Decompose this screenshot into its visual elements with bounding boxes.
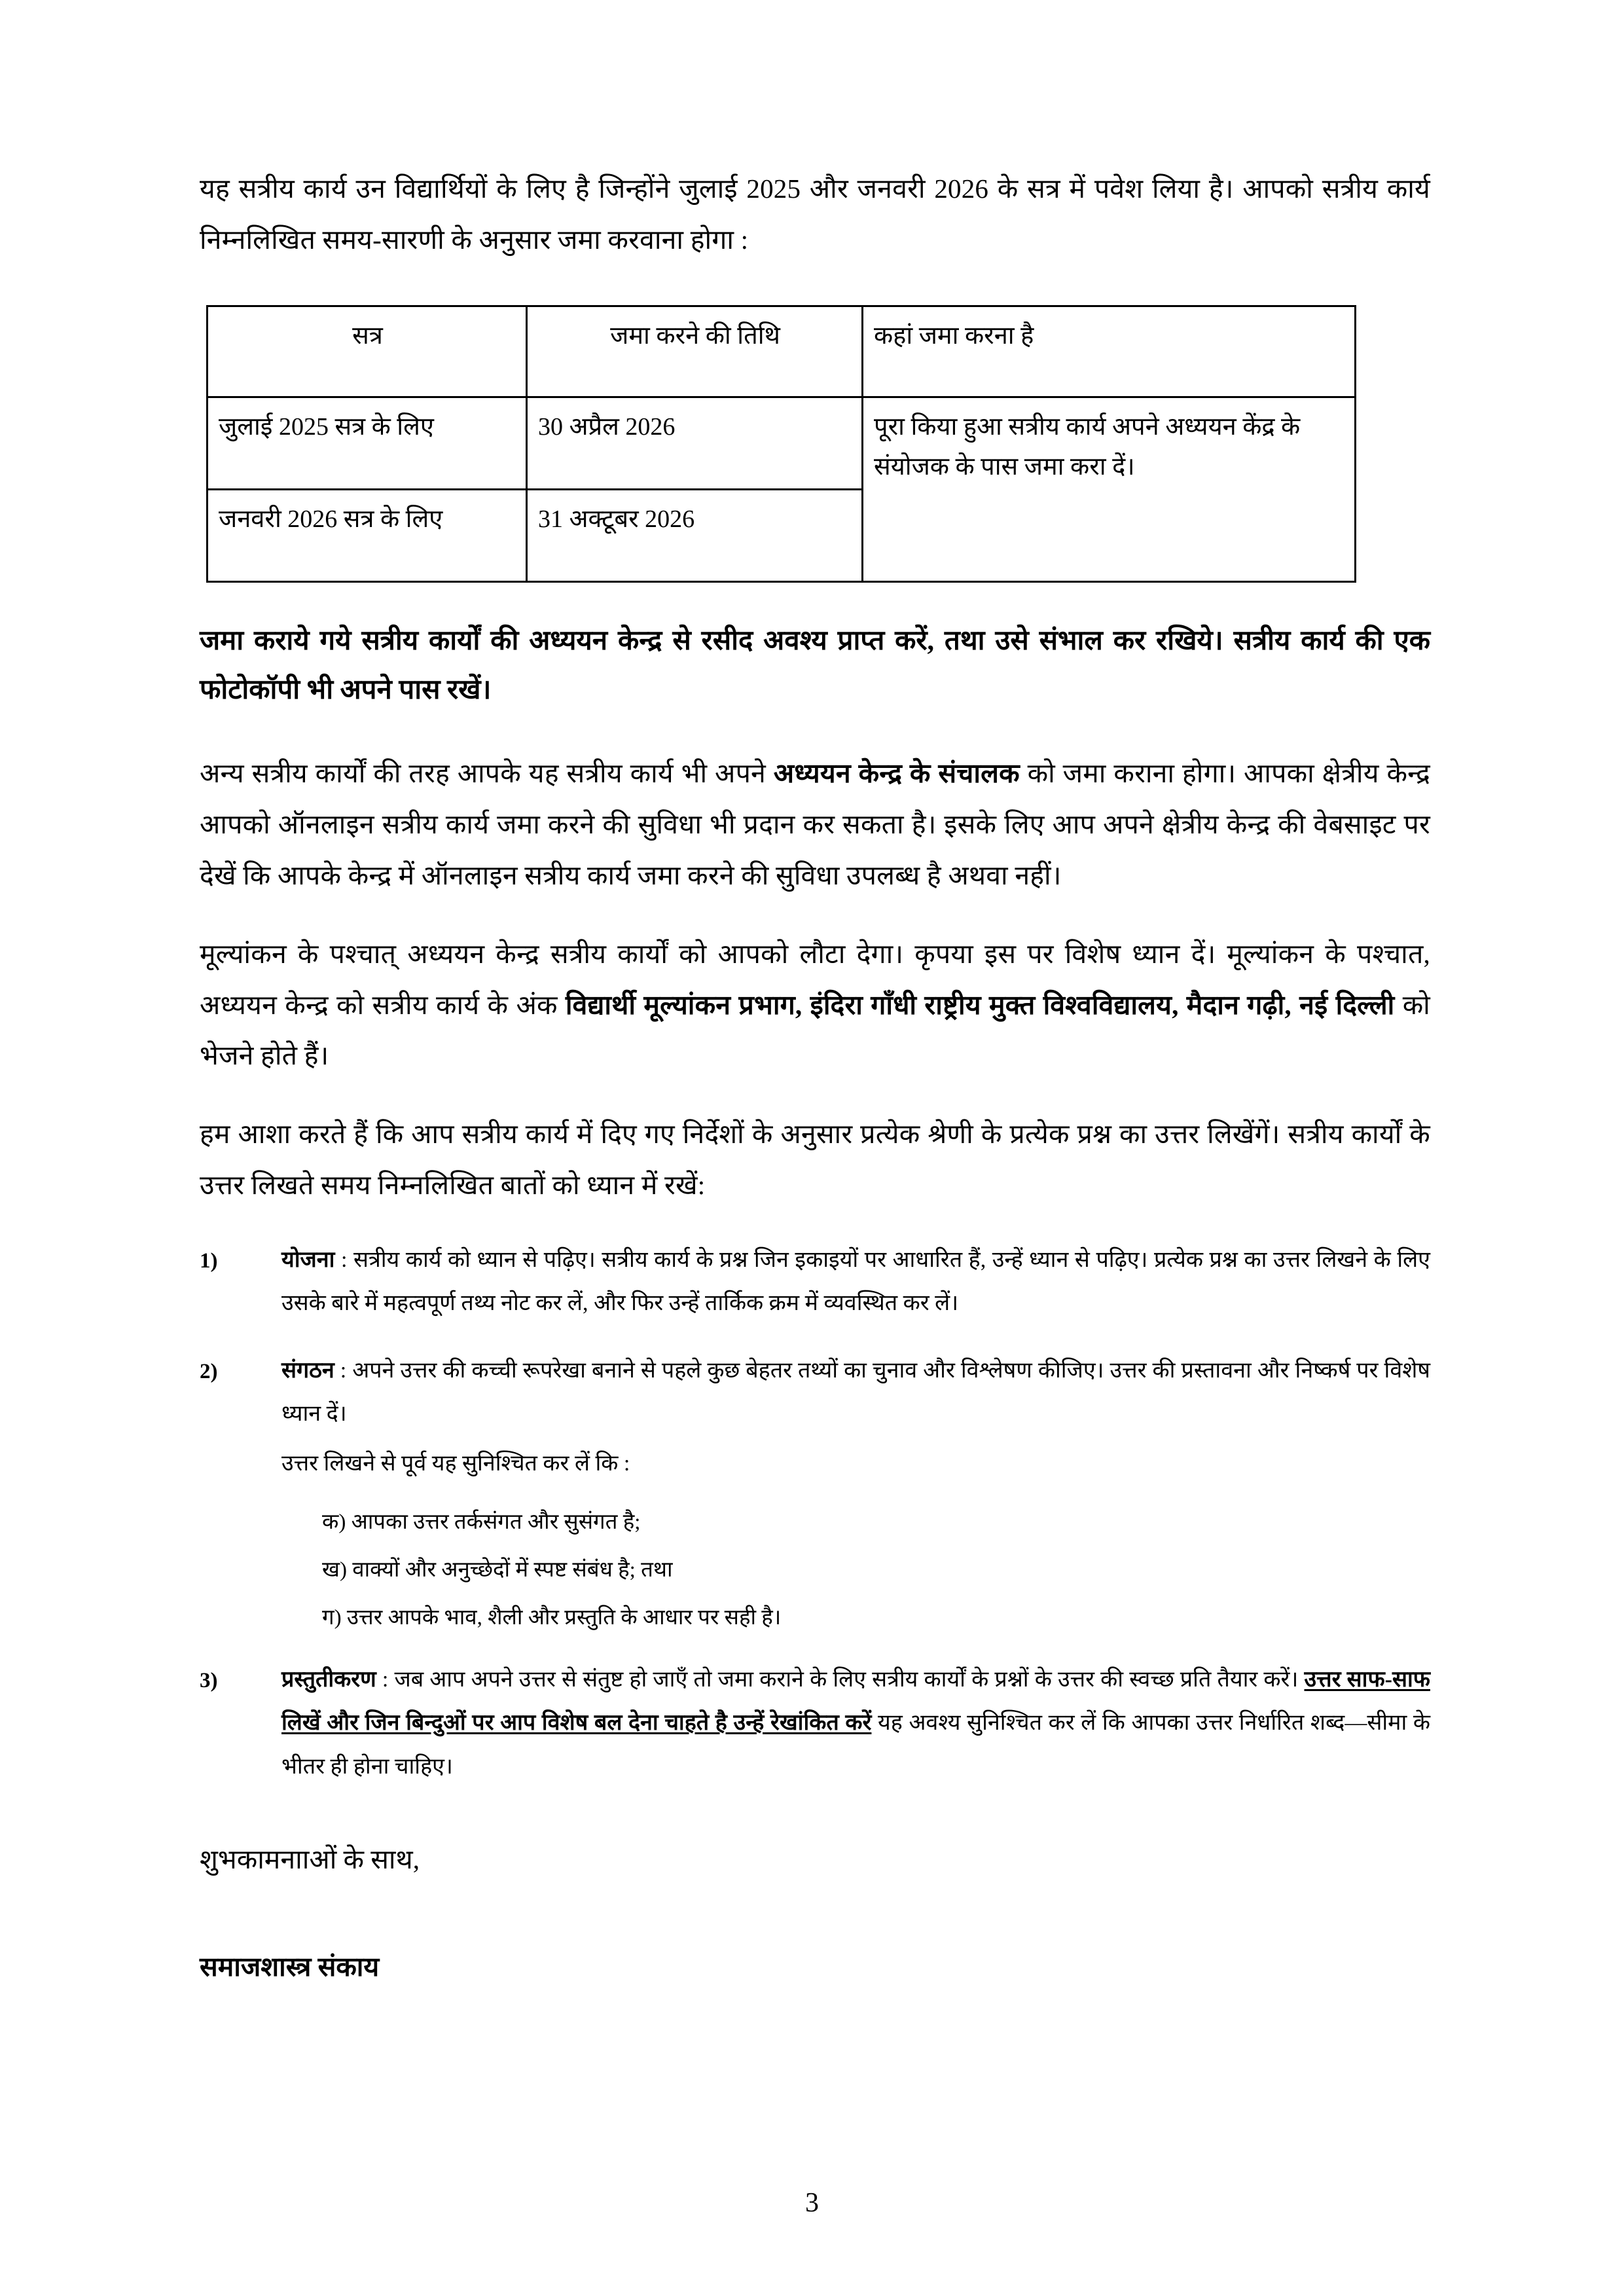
list-number-1: 1) bbox=[200, 1249, 218, 1273]
submission-text-part2: को जमा कराना होगा। आपका क्षेत्रीय केन्द्र आपको ऑनलाइन सत्रीय कार्य जमा करने की सुविधा भी प्रदान कर सकता है। इसके लिए आप अपने क्षेत्रीय केन्द्र की वेबसाइट पर देखें कि आपके केन्द्र में ऑनलाइन सत्रीय कार्य जमा करने की सुविधा उपलब्ध है अथवा नहीं। bbox=[200, 757, 1431, 890]
submission-bold-coordinator: अध्ययन केन्द्र के संचालक bbox=[773, 757, 1020, 788]
table-row bbox=[208, 397, 1356, 489]
schedule-table-wrapper bbox=[200, 305, 1430, 583]
instruction-detail-1: सत्रीय कार्य को ध्यान से पढ़िए। सत्रीय कार्य के प्रश्न जिन इकाइयों पर आधारित हैं, उन्हें ध्यान से पढ़िए। प्रत्येक प्रश्न का उत्तर लिखने के लिए उसके बारे में महत्वपूर्ण तथ्य नोट कर लें, और फिर उन्हें तार्किक क्रम में व्यवस्थित कर लें। bbox=[281, 1248, 1430, 1316]
instruction-detail-2: अपने उत्तर की कच्ची रूपरेखा बनाने से पहले कुछ बेहतर तथ्यों का चुनाव और विश्लेषण कीजिए। उत्तर की प्रस्तावना और निष्कर्ष पर विशेष ध्यान दें। bbox=[281, 1358, 1430, 1426]
list-number-3: 3) bbox=[200, 1669, 218, 1692]
instruction-sep-3: : bbox=[376, 1667, 395, 1692]
instruction-text-2 bbox=[281, 1349, 1430, 1436]
instruction-text-3 bbox=[281, 1658, 1430, 1789]
sub-item-c: ग) उत्तर आपके भाव, शैली और प्रस्तुति के आधार पर सही है। bbox=[322, 1605, 782, 1630]
intro-paragraph: यह सत्रीय कार्य उन विद्यार्थियों के लिए है जिन्होंने जुलाई 2025 और जनवरी 2026 के सत्र में पवेश लिया है। आपको सत्रीय कार्य निम्नलिखित समय-सारणी के अनुसार जमा करवाना होगा : bbox=[200, 173, 1430, 255]
list-item-planning bbox=[200, 1239, 1430, 1326]
instruction-sep-2: : bbox=[334, 1358, 353, 1383]
table-header-row bbox=[208, 306, 1356, 397]
receipt-note-paragraph: जमा कराये गये सत्रीय कार्यों की अध्ययन केन्द्र से रसीद अवश्य प्राप्त करें, तथा उसे संभाल कर रखिये। सत्रीय कार्य की एक फोटोकॉपी भी अपने पास रखें। bbox=[200, 625, 1430, 706]
header-cell-where: कहां जमा करना है bbox=[863, 306, 1356, 397]
hope-paragraph: हम आशा करते हैं कि आप सत्रीय कार्य में दिए गए निर्देशों के अनुसार प्रत्येक श्रेणी के प्रत्येक प्रश्न का उत्तर लिखेंगें। सत्रीय कार्यों के उत्तर लिखते समय निम्नलिखित बातों को ध्यान में रखें: bbox=[200, 1119, 1430, 1201]
sub-item-b: ख) वाक्यों और अनुच्छेदों में स्पष्ट संबंध है; तथा bbox=[322, 1558, 673, 1582]
header-cell-session: सत्र bbox=[208, 306, 527, 397]
instruction-subintro-2: उत्तर लिखने से पूर्व यह सुनिश्चित कर लें कि : bbox=[281, 1451, 630, 1476]
evaluation-text-part1: मूल्यांकन के पश्चात् अध्ययन केन्द्र सत्रीय कार्यों को आपको लौटा देगा। कृपया इस पर विशेष ध्यान दें। मूल्यांकन के पश्चात, अध्ययन केन्द्र को सत्रीय कार्य के अंक bbox=[200, 938, 1430, 1020]
submission-paragraph bbox=[200, 748, 1430, 902]
list-body-3 bbox=[281, 1658, 1430, 1789]
instruction-detail-3-after: यह अवश्य सुनिश्चित कर लें कि आपका उत्तर निर्धारित शब्द—सीमा के भीतर ही होना चाहिए। bbox=[281, 1711, 1430, 1779]
instruction-lead-3: प्रस्तुतीकरण bbox=[281, 1667, 376, 1692]
instruction-sep-1: : bbox=[334, 1248, 353, 1273]
cell-where-to-submit: पूरा किया हुआ सत्रीय कार्य अपने अध्ययन केंद्र के संयोजक के पास जमा करा दें। bbox=[863, 397, 1356, 581]
evaluation-text-part2: को भेजने होते हैं। bbox=[200, 989, 1430, 1071]
cell-session-july: जुलाई 2025 सत्र के लिए bbox=[208, 397, 527, 489]
sub-item-a: क) आपका उत्तर तर्कसंगत और सुसंगत है; bbox=[322, 1510, 641, 1534]
instructions-list bbox=[200, 1239, 1430, 1789]
instruction-sub-list bbox=[281, 1506, 1430, 1635]
list-item-presentation bbox=[200, 1658, 1430, 1789]
evaluation-paragraph bbox=[200, 929, 1430, 1082]
cell-session-january: जनवरी 2026 सत्र के लिए bbox=[208, 489, 527, 581]
instruction-lead-2: संगठन bbox=[281, 1358, 334, 1383]
instruction-detail-3: जब आप अपने उत्तर से संतुष्ट हो जाएँ तो जमा कराने के लिए सत्रीय कार्यों के प्रश्नों के उत्तर की स्वच्छ प्रति तैयार करें। bbox=[394, 1667, 1305, 1692]
list-number-2: 2) bbox=[200, 1359, 218, 1383]
closing-greeting: शुभकामनााओं के साथ, bbox=[200, 1844, 420, 1874]
list-body-2 bbox=[281, 1349, 1430, 1635]
list-item-organization bbox=[200, 1349, 1430, 1635]
closing-block bbox=[200, 1834, 1430, 1993]
page-number: 3 bbox=[805, 2188, 819, 2218]
list-body-1 bbox=[281, 1239, 1430, 1326]
header-cell-date: जमा करने की तिथि bbox=[527, 306, 863, 397]
closing-department: समाजशास्त्र संकाय bbox=[200, 1951, 380, 1982]
submission-schedule-table bbox=[206, 305, 1356, 583]
instruction-text-1 bbox=[281, 1239, 1430, 1326]
cell-date-january: 31 अक्टूबर 2026 bbox=[527, 489, 863, 581]
submission-text-part1: अन्य सत्रीय कार्यों की तरह आपके यह सत्रीय कार्य भी अपने bbox=[200, 757, 774, 788]
cell-date-july: 30 अप्रैल 2026 bbox=[527, 397, 863, 489]
instruction-lead-1: योजना bbox=[281, 1248, 335, 1273]
document-body bbox=[200, 164, 1430, 1993]
instruction-underlined-emphasis: उत्तर साफ-साफ लिखें और जिन बिन्दुओं पर आप विशेष बल देना चाहते है उन्हें रेखांकित करें bbox=[281, 1667, 1430, 1736]
evaluation-bold-address: विद्यार्थी मूल्यांकन प्रभाग, इंदिरा गाँधी राष्ट्रीय मुक्त विश्वविद्यालय, मैदान गढ़ी, नई दिल्ली bbox=[565, 989, 1395, 1020]
